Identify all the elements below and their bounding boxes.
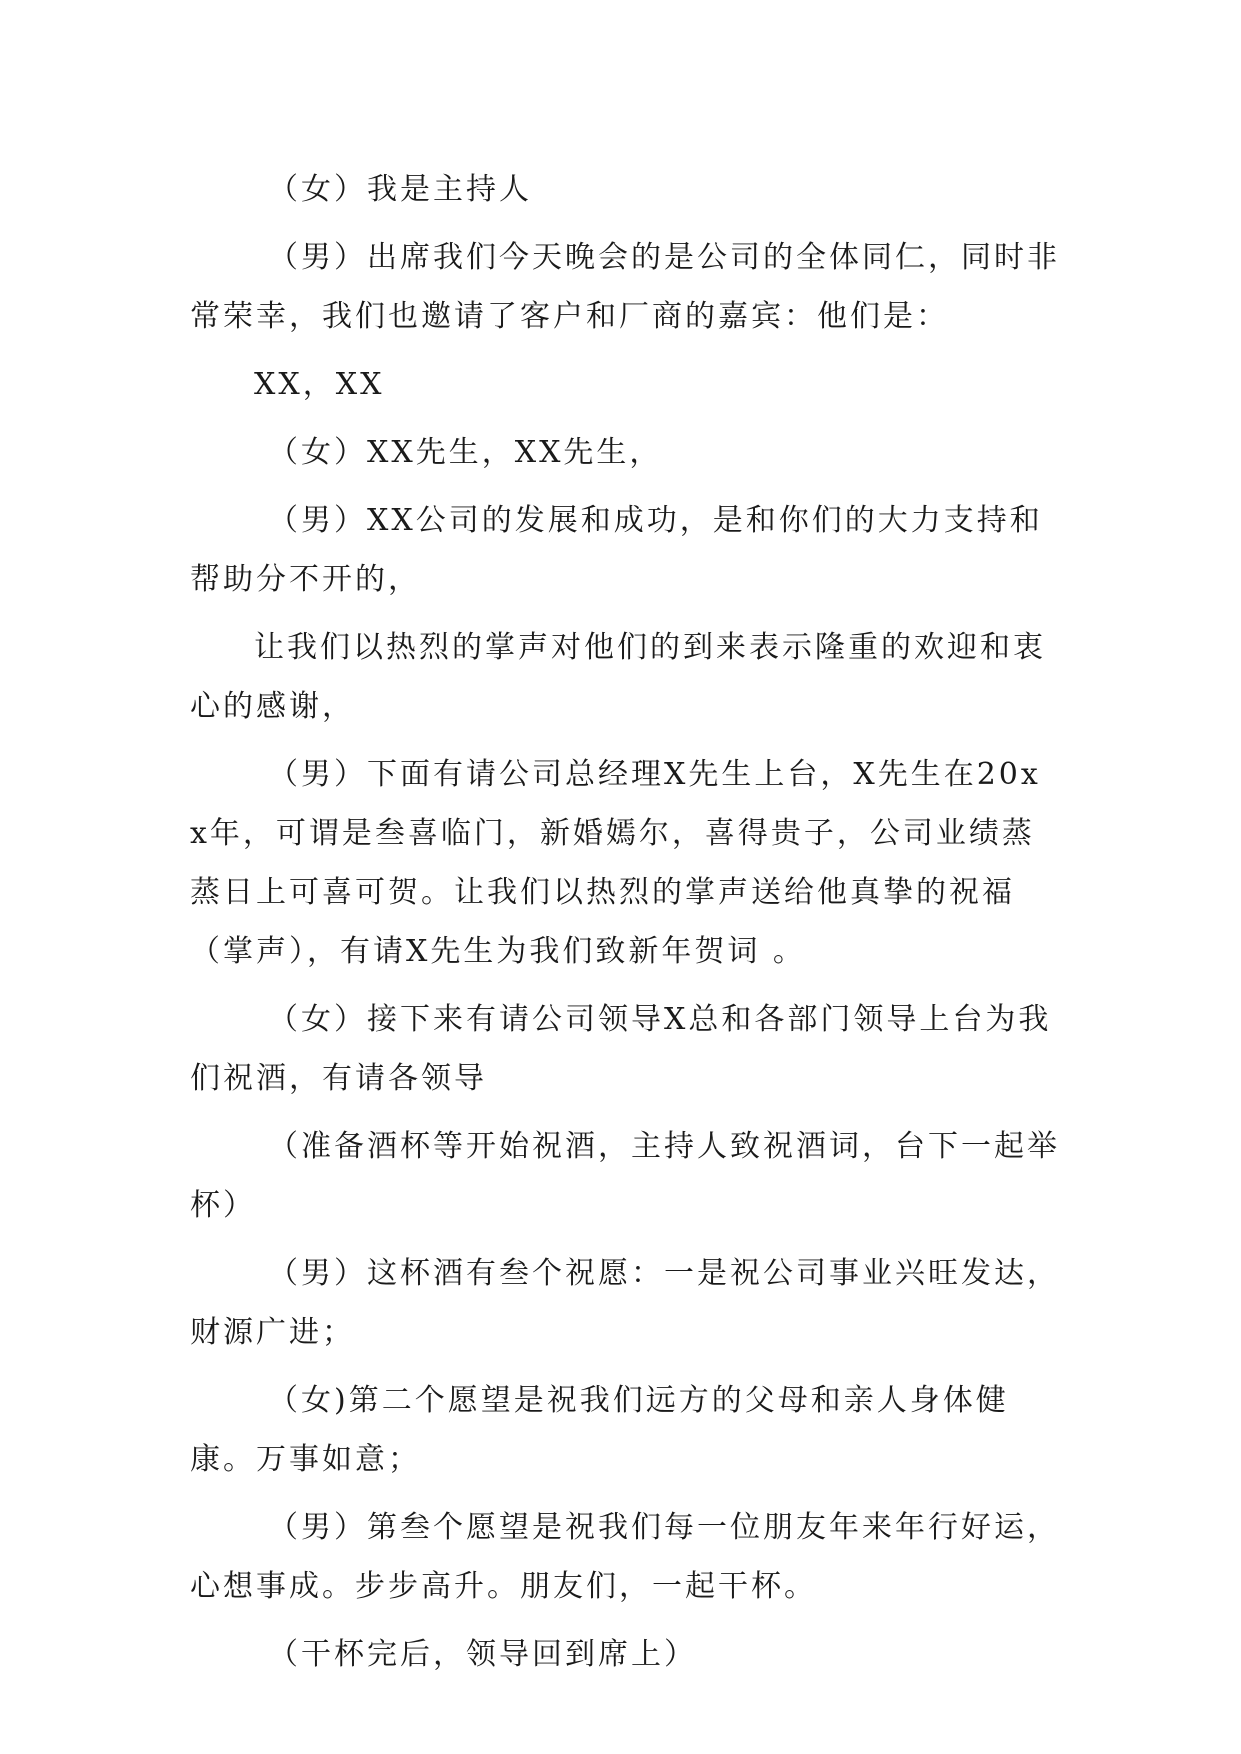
paragraph: （女）XX先生，XX先生， [268,435,663,470]
paragraph: 让我们以热烈的掌声对他们的到来表示隆重的欢迎和衷心的感谢， [190,630,1046,724]
document-body [190,160,1060,1693]
paragraph: （男）这杯酒有叁个祝愿：一是祝公司事业兴旺发达，财源广进； [190,1256,1060,1350]
paragraph: （男）第叁个愿望是祝我们每一位朋友年来年行好运，心想事成。步步高升。朋友们，一起干杯。 [190,1510,1060,1604]
paragraph: XX，XX [254,367,385,402]
paragraph: （女）我是主持人 [268,172,532,207]
paragraph: （男）XX公司的发展和成功，是和你们的大力支持和帮助分不开的， [190,503,1043,597]
paragraph: （女）接下来有请公司领导X总和各部门领导上台为我们祝酒，有请各领导 [190,1002,1052,1096]
paragraph: （男）出席我们今天晚会的是公司的全体同仁，同时非常荣幸，我们也邀请了客户和厂商的嘉宾：他们是： [190,240,1060,334]
paragraph: （男）下面有请公司总经理X先生上台，X先生在20xx年，可谓是叁喜临门，新婚嫣尔，喜得贵子，公司业绩蒸蒸日上可喜可贺。让我们以热烈的掌声送给他真挚的祝福（掌声），有请X先生为我们致新年贺词 。 [190,757,1041,969]
paragraph: （干杯完后，领导回到席上） [268,1637,697,1672]
paragraph: （准备酒杯等开始祝酒，主持人致祝酒词，台下一起举杯） [190,1129,1060,1223]
paragraph: （女)第二个愿望是祝我们远方的父母和亲人身体健康。万事如意； [190,1383,1009,1477]
